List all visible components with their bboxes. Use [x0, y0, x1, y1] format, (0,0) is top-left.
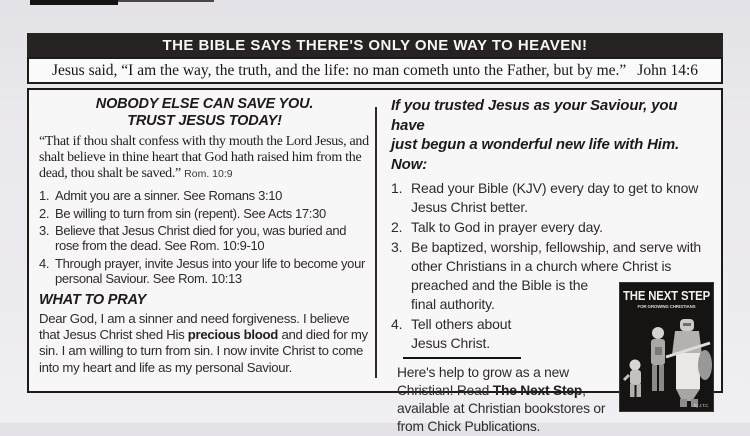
tract-content: [27, 33, 723, 434]
prayer-text-emphasis: precious blood: [187, 326, 279, 342]
headline-text: THE BIBLE SAYS THERE'S ONLY ONE WAY TO HEAVEN!: [162, 36, 588, 54]
list-item: [39, 256, 370, 286]
list-item-number: 1.: [391, 180, 403, 196]
list-item-number: 2.: [39, 205, 50, 221]
list-item-text: Be willing to turn from sin (repent). See Acts 17:30: [55, 205, 326, 221]
growth-steps-section: [391, 179, 713, 436]
headline-banner: [27, 33, 723, 57]
list-item: [391, 218, 713, 237]
prayer-text: [39, 311, 370, 377]
left-heading-line2: TRUST JESUS TODAY!: [127, 113, 282, 129]
list-item-text: Through prayer, invite Jesus into your life to become your personal Saviour. See Rom. 10:13: [55, 255, 365, 286]
list-item-number: 3.: [391, 239, 403, 255]
list-item: [391, 179, 713, 217]
prayer-text-start: Dear God, I am a sinner and need forgiveness. I believe that Jesus Christ shed His: [39, 310, 350, 342]
scan-edge-artifact: [30, 0, 118, 5]
scripture-quote: [39, 134, 370, 182]
scan-edge-artifact: [118, 0, 214, 2]
note-text-end: , available at Christian bookstores or from Chick Publications.: [397, 383, 606, 434]
note-book-title: The Next Step: [492, 383, 583, 398]
right-column-heading: [391, 96, 713, 174]
left-column: [29, 90, 375, 391]
salvation-steps-list: [39, 188, 370, 286]
book-title-text: THE NEXT STEP: [623, 288, 711, 303]
list-item: [39, 206, 370, 221]
list-item-number: 2.: [391, 219, 403, 235]
list-item: [391, 315, 539, 353]
list-item: [39, 188, 370, 203]
left-heading-line1: NOBODY ELSE CAN SAVE YOU.: [95, 96, 314, 112]
list-item-text: Tell others about Jesus Christ.: [411, 316, 512, 351]
list-item-text: Read your Bible (KJV) every day to get to know Jesus Christ better.: [411, 180, 699, 215]
left-column-heading: [39, 96, 370, 130]
right-heading-line2: just begun a wonderful new life with Him. Now:: [391, 136, 680, 173]
book-subtitle-text: FOR GROWING CHRISTIANS: [637, 304, 696, 309]
verse-text: Jesus said, “I am the way, the truth, and the life: no man cometh unto the Father, but by me.”: [51, 62, 627, 79]
scripture-quote-text: “That if thou shalt confess with thy mouth the Lord Jesus, and shalt believe in thine heart that God hath raised him from the dead, thou shalt be saved.”: [39, 134, 369, 181]
main-content-box: [27, 88, 723, 434]
list-item-number: 1.: [39, 188, 50, 203]
list-item-number: 3.: [39, 223, 50, 238]
right-heading-line1: If you trusted Jesus as your Saviour, you have: [391, 97, 678, 134]
list-item-number: 4.: [39, 255, 50, 271]
note-text-start: Here's help to grow as a new Christian! Read: [397, 365, 569, 398]
list-item: [39, 223, 370, 253]
list-item-text: Be baptized, worship, fellowship, and serve with other Christians in a church where Christ is preached and the Bible is the final authority.: [411, 239, 702, 312]
verse-reference: John 14:6: [637, 62, 699, 79]
scripture-quote-reference: Rom. 10:9: [184, 168, 233, 180]
list-item-text: Admit you are a sinner. See Romans 3:10: [55, 188, 282, 203]
verse-bar: [27, 57, 723, 84]
list-item-text: Talk to God in prayer every day.: [411, 219, 603, 235]
book-byline-text: By J.T.C.: [693, 403, 709, 408]
what-to-pray-heading: WHAT TO PRAY: [39, 291, 147, 308]
right-column: [377, 90, 721, 434]
list-item-text: Believe that Jesus Christ died for you, was buried and rose from the dead. See Rom. 10:9-10: [55, 223, 347, 253]
prayer-text-end: and died for my sin. I am willing to turn from sin. I now invite Christ to come into my heart and life as my personal Saviour.: [39, 326, 368, 375]
note-divider-line: [403, 357, 521, 359]
list-item-number: 4.: [391, 316, 403, 332]
list-item: [391, 238, 713, 314]
